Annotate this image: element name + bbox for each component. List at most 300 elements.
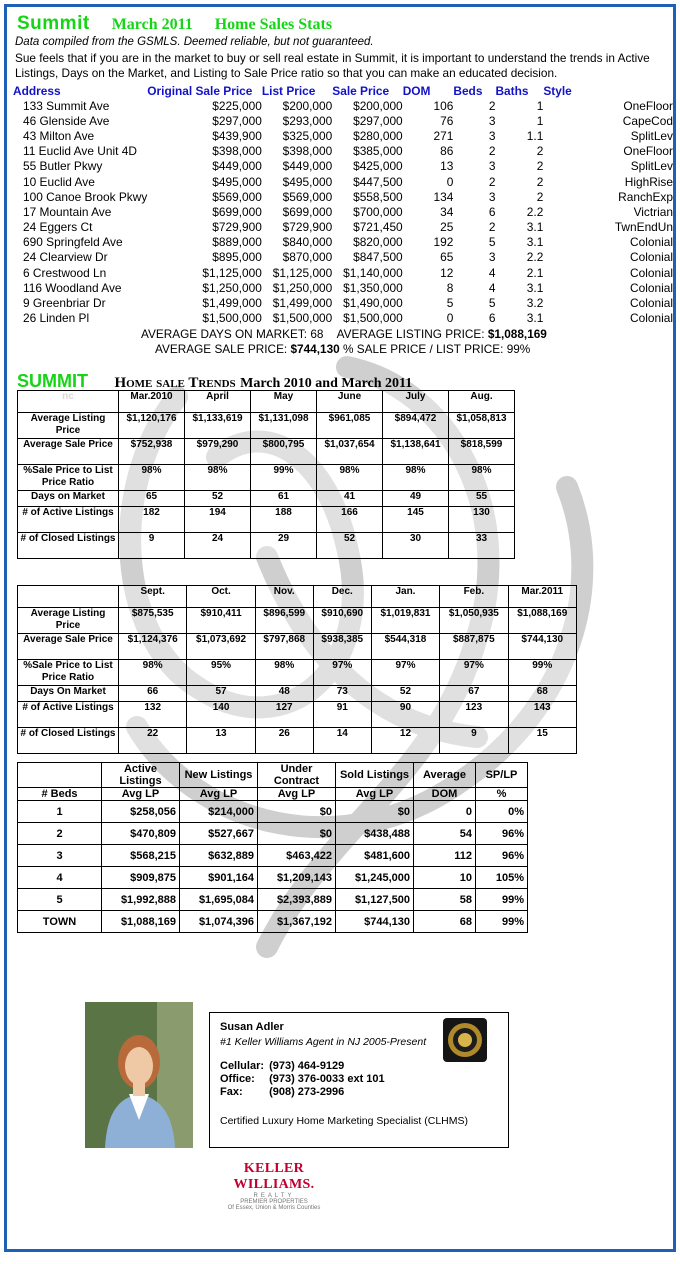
listing-cell: 26 Linden Pl: [23, 311, 90, 326]
col-sale-price: Sale Price: [332, 83, 390, 98]
title-month: March 2011: [111, 16, 193, 33]
beds-cell: $438,488: [336, 823, 414, 845]
trend-cell: 49: [383, 491, 449, 507]
trend-cell: 98%: [449, 465, 515, 491]
trend-month-header: June: [317, 391, 383, 413]
beds-cell: $2,393,889: [258, 889, 336, 911]
agent-tagline: #1 Keller Williams Agent in NJ 2005-Present: [220, 1036, 427, 1048]
beds-header-bottom: Avg LP: [336, 788, 414, 801]
title-heading: Home Sales Stats: [214, 16, 333, 33]
listing-cell: $325,000: [282, 128, 333, 143]
trend-cell: 13: [187, 728, 255, 754]
listing-row: [13, 265, 673, 280]
trend-cell: 52: [317, 533, 383, 559]
beds-cell: $1,209,143: [258, 867, 336, 889]
listing-row: [13, 204, 673, 219]
listing-cell: 1.1: [526, 128, 544, 143]
beds-cell: $1,245,000: [336, 867, 414, 889]
listing-cell: $558,500: [353, 189, 403, 204]
trend-row: [18, 728, 577, 754]
trend-month-header: Nov.: [255, 586, 313, 608]
trend-cell: 66: [119, 686, 187, 702]
listing-cell: 100 Canoe Brook Pkwy: [23, 189, 148, 204]
beds-row: [18, 845, 528, 867]
trend-cell: 145: [383, 507, 449, 533]
trend-cell: 97%: [313, 660, 371, 686]
trend-cell: 99%: [251, 465, 317, 491]
beds-header-bottom: # Beds: [18, 788, 102, 801]
avg-dom-label: AVERAGE DAYS ON MARKET:: [141, 327, 308, 341]
listing-cell: $439,900: [212, 128, 262, 143]
listing-cell: 24 Clearview Dr: [23, 250, 108, 265]
listing-cell: $280,000: [353, 128, 403, 143]
trend-cell: $938,385: [313, 634, 371, 660]
listing-cell: $398,000: [282, 144, 333, 159]
listing-cell: $1,125,000: [202, 265, 262, 280]
trends-table-1: [17, 390, 515, 559]
listing-cell: $293,000: [282, 113, 333, 128]
listing-cell: $425,000: [353, 159, 403, 174]
trend-cell: 130: [449, 507, 515, 533]
trend-cell: 57: [187, 686, 255, 702]
listing-cell: 24 Eggers Ct: [23, 220, 93, 235]
trend-cell: 98%: [383, 465, 449, 491]
trend-cell: $818,599: [449, 439, 515, 465]
trend-cell: 12: [371, 728, 439, 754]
beds-cell: $909,875: [102, 867, 180, 889]
listing-cell: 8: [446, 280, 454, 295]
listing-cell: 192: [433, 235, 454, 250]
listing-row: [13, 144, 673, 159]
listing-cell: 34: [440, 204, 454, 219]
listing-cell: $700,000: [353, 204, 403, 219]
listing-cell: 3: [488, 128, 496, 143]
listing-cell: $297,000: [353, 113, 403, 128]
trend-row-label: Average Sale Price: [18, 634, 119, 660]
listing-cell: 13: [440, 159, 454, 174]
beds-cell: $481,600: [336, 845, 414, 867]
trend-cell: $1,019,831: [371, 608, 439, 634]
beds-cell: 54: [414, 823, 476, 845]
cell-number[interactable]: (973) 464-9129: [269, 1060, 345, 1072]
beds-cell: 2: [18, 823, 102, 845]
listing-cell: $870,000: [282, 250, 333, 265]
beds-cell: 1: [18, 801, 102, 823]
agent-photo: [85, 1002, 193, 1148]
listing-row: [13, 128, 673, 143]
award-seal-icon: [443, 1018, 487, 1062]
listing-cell: 5: [488, 235, 496, 250]
col-dom: DOM: [402, 83, 431, 98]
trend-row: [18, 439, 515, 465]
beds-header-row-2: [18, 788, 528, 801]
listing-cell: 1: [536, 98, 544, 113]
trend-cell: 52: [371, 686, 439, 702]
trend-cell: 98%: [185, 465, 251, 491]
beds-header-row-1: [18, 763, 528, 788]
trend-row-label: Days on Market: [18, 491, 119, 507]
beds-cell: 99%: [476, 889, 528, 911]
listings-header-row: [13, 83, 673, 98]
listing-cell: $721,450: [353, 220, 403, 235]
trend-cell: $875,535: [119, 608, 187, 634]
trend-row: [18, 507, 515, 533]
trend-cell: 14: [313, 728, 371, 754]
beds-cell: $632,889: [180, 845, 258, 867]
listing-cell: 6 Crestwood Ln: [23, 265, 107, 280]
listing-cell: 86: [440, 144, 454, 159]
listing-cell: $1,500,000: [202, 311, 262, 326]
listing-cell: 2: [536, 174, 544, 189]
beds-cell: $0: [258, 823, 336, 845]
listing-cell: $699,000: [282, 204, 333, 219]
listing-cell: 2.1: [526, 265, 544, 280]
listing-cell: 2: [536, 189, 544, 204]
trend-month-header: April: [185, 391, 251, 413]
beds-cell: 10: [414, 867, 476, 889]
trend-cell: 22: [119, 728, 187, 754]
beds-row: [18, 889, 528, 911]
trend-cell: $1,124,376: [119, 634, 187, 660]
trend-corner-cell: nc: [18, 391, 119, 413]
trend-cell: 98%: [119, 660, 187, 686]
avg-ratio-label: % SALE PRICE / LIST PRICE:: [343, 342, 504, 356]
trend-cell: 140: [187, 702, 255, 728]
trend-cell: $1,138,641: [383, 439, 449, 465]
beds-header-top: Sold Listings: [336, 763, 414, 788]
trend-month-header: Mar.2011: [508, 586, 576, 608]
trend-cell: 99%: [508, 660, 576, 686]
listing-cell: 3.1: [526, 220, 544, 235]
listing-cell: SplitLev: [630, 159, 673, 174]
listing-cell: 2: [488, 174, 496, 189]
trend-cell: 26: [255, 728, 313, 754]
trend-corner-cell: [18, 586, 119, 608]
beds-header-top: Average: [414, 763, 476, 788]
trend-cell: $1,037,654: [317, 439, 383, 465]
beds-cell: 112: [414, 845, 476, 867]
trend-row-label: # of Closed Listings: [18, 728, 119, 754]
listing-cell: $847,500: [353, 250, 403, 265]
listing-cell: 5: [488, 296, 496, 311]
listing-cell: $385,000: [353, 144, 403, 159]
listing-cell: Colonial: [630, 296, 673, 311]
listing-cell: 10 Euclid Ave: [23, 174, 95, 189]
listing-cell: Colonial: [630, 311, 673, 326]
beds-cell: $1,074,396: [180, 911, 258, 933]
trend-header-row: [18, 586, 577, 608]
beds-cell: $568,215: [102, 845, 180, 867]
listing-cell: $840,000: [282, 235, 333, 250]
listing-cell: 65: [440, 250, 454, 265]
listing-cell: RanchExp: [618, 189, 673, 204]
trend-cell: $744,130: [508, 634, 576, 660]
beds-cell: $1,367,192: [258, 911, 336, 933]
trend-cell: $752,938: [119, 439, 185, 465]
listing-cell: 11 Euclid Ave Unit 4D: [23, 144, 137, 159]
listing-cell: $200,000: [282, 98, 333, 113]
trend-cell: $1,120,176: [119, 413, 185, 439]
trend-cell: 98%: [119, 465, 185, 491]
trend-cell: $1,073,692: [187, 634, 255, 660]
listing-cell: 5: [446, 296, 454, 311]
listing-cell: $1,500,000: [343, 311, 403, 326]
trend-row: [18, 634, 577, 660]
trend-cell: 182: [119, 507, 185, 533]
trends-table-2: [17, 585, 577, 754]
intro-paragraph: Sue feels that if you are in the market to buy or sell real estate in Summit, it is important to understand the trends in Active Listings, Days on the Market, and Listing to Sale Price ratio so that you can make an educated decision.: [15, 51, 650, 80]
trend-cell: 188: [251, 507, 317, 533]
fax-label: Fax:: [220, 1086, 243, 1098]
trend-cell: 95%: [187, 660, 255, 686]
trend-row: [18, 660, 577, 686]
beds-cell: 0: [414, 801, 476, 823]
listing-cell: 55 Butler Pkwy: [23, 159, 103, 174]
trend-cell: 61: [251, 491, 317, 507]
beds-header-bottom: Avg LP: [180, 788, 258, 801]
avg-list-label: AVERAGE LISTING PRICE:: [336, 327, 485, 341]
beds-cell: 3: [18, 845, 102, 867]
listing-cell: 3.2: [526, 296, 544, 311]
trend-cell: 33: [449, 533, 515, 559]
trend-cell: 73: [313, 686, 371, 702]
page-title: [17, 13, 332, 35]
listing-cell: 43 Milton Ave: [23, 128, 95, 143]
trend-cell: 9: [119, 533, 185, 559]
trend-cell: 132: [119, 702, 187, 728]
trend-month-header: Jan.: [371, 586, 439, 608]
listing-cell: CapeCod: [622, 113, 673, 128]
listing-cell: $1,140,000: [343, 265, 403, 280]
beds-cell: 96%: [476, 823, 528, 845]
trend-cell: $910,690: [313, 608, 371, 634]
source-note: Data compiled from the GSMLS. Deemed reliable, but not guaranteed.: [15, 36, 374, 48]
beds-cell: $214,000: [180, 801, 258, 823]
listing-cell: $447,500: [353, 174, 403, 189]
listing-cell: 2: [536, 159, 544, 174]
trend-row: [18, 413, 515, 439]
trend-month-header: Dec.: [313, 586, 371, 608]
trend-cell: $1,058,813: [449, 413, 515, 439]
trend-cell: 41: [317, 491, 383, 507]
beds-cell: $1,695,084: [180, 889, 258, 911]
beds-row: [18, 823, 528, 845]
col-beds: Beds: [453, 83, 483, 98]
certification: Certified Luxury Home Marketing Specialist (CLHMS): [220, 1115, 468, 1127]
listing-cell: $449,000: [212, 159, 262, 174]
listing-row: [13, 174, 673, 189]
trend-month-header: July: [383, 391, 449, 413]
beds-header-top: Active Listings: [102, 763, 180, 788]
listing-cell: $1,499,000: [202, 296, 262, 311]
listing-cell: TwnEndUn: [614, 220, 673, 235]
listing-cell: $569,000: [282, 189, 333, 204]
trend-cell: 65: [119, 491, 185, 507]
trend-row-label: Average Listing Price: [18, 608, 119, 634]
trend-row: [18, 702, 577, 728]
trend-cell: $910,411: [187, 608, 255, 634]
trend-row-label: # of Closed Listings: [18, 533, 119, 559]
listing-cell: 46 Glenside Ave: [23, 113, 110, 128]
trend-cell: $800,795: [251, 439, 317, 465]
title-town: Summit: [17, 13, 90, 34]
trend-row: [18, 608, 577, 634]
listing-cell: $1,250,000: [272, 280, 333, 295]
listing-row: [13, 311, 673, 326]
trend-cell: $979,290: [185, 439, 251, 465]
beds-cell: $901,164: [180, 867, 258, 889]
beds-cell: $463,422: [258, 845, 336, 867]
listing-cell: 2.2: [526, 250, 544, 265]
listing-cell: 3.1: [526, 280, 544, 295]
trend-month-header: Aug.: [449, 391, 515, 413]
avg-line-1: [141, 327, 547, 341]
trend-cell: $1,131,098: [251, 413, 317, 439]
beds-header-bottom: Avg LP: [102, 788, 180, 801]
trend-month-header: Feb.: [440, 586, 508, 608]
listing-cell: 6: [488, 311, 496, 326]
trend-row: [18, 491, 515, 507]
beds-cell: $527,667: [180, 823, 258, 845]
trend-cell: $1,050,935: [440, 608, 508, 634]
trend-cell: $544,318: [371, 634, 439, 660]
listing-cell: $200,000: [353, 98, 403, 113]
beds-table: [17, 762, 528, 933]
beds-cell: 58: [414, 889, 476, 911]
listing-cell: $1,499,000: [272, 296, 333, 311]
listing-cell: 690 Springfeld Ave: [23, 235, 123, 250]
listing-cell: HighRise: [624, 174, 673, 189]
trend-cell: $797,868: [255, 634, 313, 660]
avg-list-value: $1,088,169: [487, 327, 547, 341]
trend-row-label: %Sale Price to List Price Ratio: [18, 660, 119, 686]
listing-row: [13, 280, 673, 295]
listing-cell: 3: [488, 113, 496, 128]
trend-cell: $1,133,619: [185, 413, 251, 439]
listing-cell: 2: [488, 144, 496, 159]
listing-row: [13, 98, 673, 113]
trends-period: March 2010 and March 2011: [240, 376, 413, 391]
trend-cell: $894,472: [383, 413, 449, 439]
listing-cell: 0: [446, 311, 454, 326]
beds-header-top: [18, 763, 102, 788]
trend-row-label: # of Active Listings: [18, 702, 119, 728]
trend-cell: 15: [508, 728, 576, 754]
office-number[interactable]: (973) 376-0033 ext 101: [269, 1073, 385, 1085]
flyer-page: [4, 4, 676, 1252]
beds-cell: $0: [258, 801, 336, 823]
listing-cell: 2: [488, 98, 496, 113]
listing-cell: $449,000: [282, 159, 333, 174]
trend-cell: 55: [449, 491, 515, 507]
trend-cell: 48: [255, 686, 313, 702]
beds-cell: $258,056: [102, 801, 180, 823]
listing-cell: $1,125,000: [272, 265, 333, 280]
trend-row-label: Average Sale Price: [18, 439, 119, 465]
trend-row: [18, 465, 515, 491]
listing-cell: $889,000: [212, 235, 262, 250]
trend-cell: 24: [185, 533, 251, 559]
listing-cell: 4: [488, 280, 496, 295]
trend-cell: 98%: [255, 660, 313, 686]
listing-cell: 133 Summit Ave: [23, 98, 110, 113]
agent-name: Susan Adler: [220, 1021, 284, 1033]
listing-cell: $495,000: [282, 174, 333, 189]
listing-cell: 0: [446, 174, 454, 189]
listing-cell: $729,900: [212, 220, 262, 235]
beds-header-bottom: Avg LP: [258, 788, 336, 801]
listing-cell: 6: [488, 204, 496, 219]
keller-williams-logo: [213, 1161, 335, 1211]
beds-header-top: SP/LP: [476, 763, 528, 788]
col-original-price: Original Sale Price: [147, 83, 253, 98]
listing-cell: 1: [536, 113, 544, 128]
trends-heading: Home sale Trends: [114, 375, 236, 391]
listing-cell: 3: [488, 250, 496, 265]
avg-sale-value: $744,130: [290, 342, 340, 356]
col-baths: Baths: [495, 83, 529, 98]
beds-cell: $1,127,500: [336, 889, 414, 911]
agent-portrait-image: [85, 1002, 193, 1148]
trend-row-label: %Sale Price to List Price Ratio: [18, 465, 119, 491]
beds-cell: 105%: [476, 867, 528, 889]
brand-tag-2: Of Essex, Union & Morris Counties: [227, 1205, 321, 1211]
trend-header-row: [18, 391, 515, 413]
avg-sale-label: AVERAGE SALE PRICE:: [155, 342, 288, 356]
listing-cell: $895,000: [212, 250, 262, 265]
beds-cell: $0: [336, 801, 414, 823]
listing-cell: SplitLev: [630, 128, 673, 143]
trend-row: [18, 533, 515, 559]
listing-cell: 116 Woodland Ave: [23, 280, 122, 295]
trend-row: [18, 686, 577, 702]
listing-row: [13, 250, 673, 265]
trend-cell: 98%: [317, 465, 383, 491]
listing-cell: 106: [433, 98, 454, 113]
trend-cell: $961,085: [317, 413, 383, 439]
listing-cell: $1,490,000: [343, 296, 403, 311]
avg-dom-value: 68: [310, 327, 324, 341]
fax-number: (908) 273-2996: [269, 1086, 345, 1098]
trend-month-header: Mar.2010: [119, 391, 185, 413]
trend-month-header: Oct.: [187, 586, 255, 608]
beds-header-bottom: %: [476, 788, 528, 801]
trend-cell: 9: [440, 728, 508, 754]
beds-cell: $470,809: [102, 823, 180, 845]
listing-cell: 3: [488, 189, 496, 204]
listing-cell: 3.1: [526, 235, 544, 250]
beds-cell: 99%: [476, 911, 528, 933]
col-address: Address: [13, 83, 61, 98]
beds-cell: $744,130: [336, 911, 414, 933]
avg-ratio-value: 99%: [506, 342, 531, 356]
brand-tag-1: PREMIER PROPERTIES: [240, 1199, 308, 1205]
listing-cell: Colonial: [630, 265, 673, 280]
trend-cell: 30: [383, 533, 449, 559]
trend-cell: 166: [317, 507, 383, 533]
listing-row: [13, 295, 673, 310]
listing-row: [13, 220, 673, 235]
listing-cell: OneFloor: [623, 98, 673, 113]
trend-cell: $887,875: [440, 634, 508, 660]
listing-cell: Victrian: [633, 204, 673, 219]
beds-cell: TOWN: [18, 911, 102, 933]
trend-cell: 90: [371, 702, 439, 728]
beds-cell: 5: [18, 889, 102, 911]
listing-cell: 134: [433, 189, 454, 204]
listing-cell: 12: [440, 265, 454, 280]
listing-cell: 9 Greenbriar Dr: [23, 296, 106, 311]
